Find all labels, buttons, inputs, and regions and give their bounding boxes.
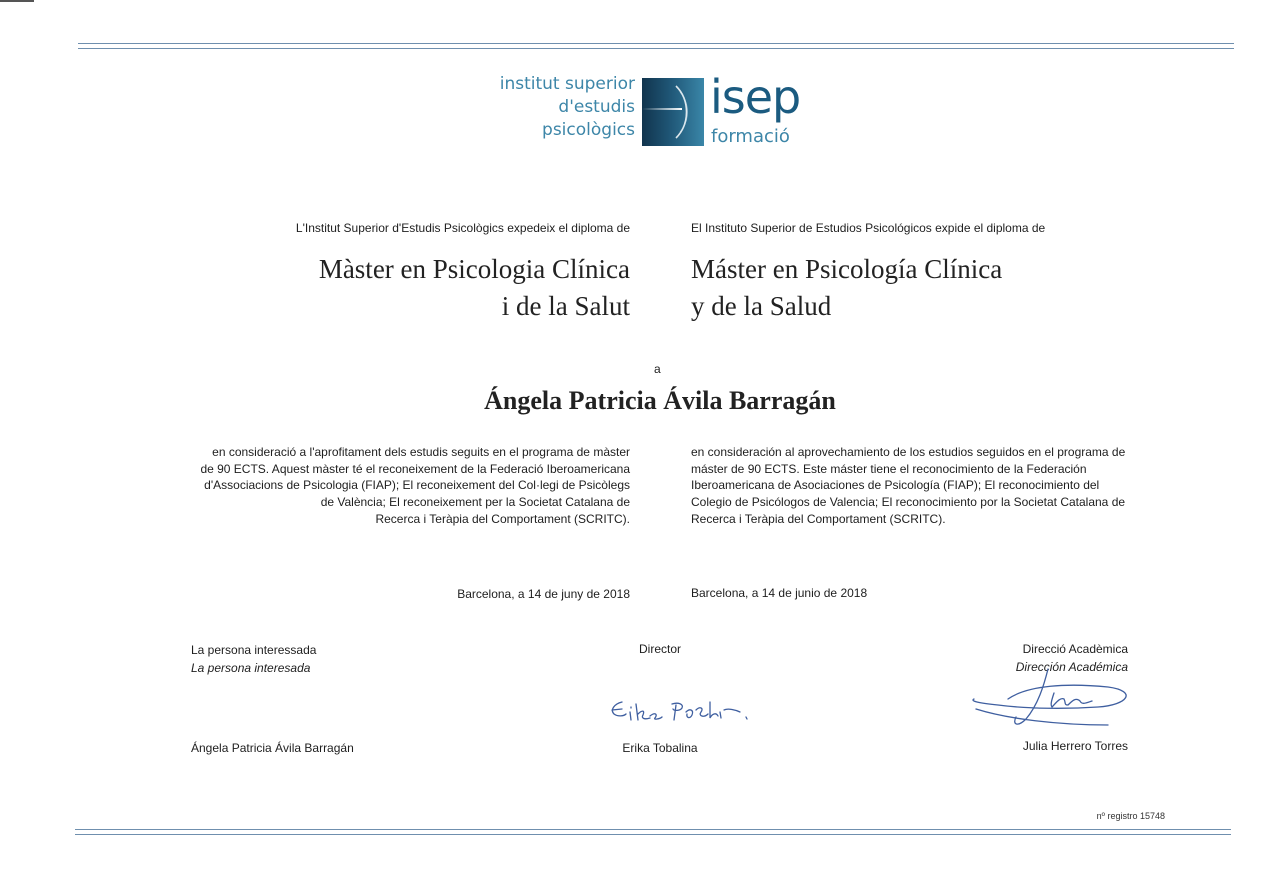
director-name: Erika Tobalina [622,741,698,755]
logo-line-1: institut superior [499,74,635,94]
degree-ca-line-1: Màster en Psicologia Clínica [318,254,630,284]
recognition-es [691,444,1171,528]
recognition-es-line: Iberoamericana de Asociaciones de Psicología (FIAP); El reconocimiento del [691,478,1100,493]
intro-es: El Instituto Superior de Estudios Psicológicos expide el diploma de [691,221,1046,235]
interested-title-ca: La persona interessada [191,643,317,657]
recognition-ca-line: d'Associacions de Psicologia (FIAP); El reconeixement del Col·legi de Psicòlegs [204,478,630,493]
to-word: a [654,362,661,376]
date-ca: Barcelona, a 14 de juny de 2018 [457,587,630,601]
recognition-es-line: Recerca i Teràpia del Comportament (SCRITC). [691,511,946,526]
academic-title-ca: Direcció Acadèmica [1022,642,1128,656]
logo-institute-text [480,73,635,142]
recognition-es-line: Colegio de Psicólogos de Valencia; El reconocimiento por la Societat Catalana de [691,495,1126,510]
top-border-rule [78,43,1234,49]
degree-es-line-2: y de la Salud [691,291,832,321]
recognition-ca-line: Recerca i Teràpia del Comportament (SCRITC). [375,511,630,526]
recognition-ca-line: en consideració a l'aprofitament dels estudis seguits en el programa de màster [212,445,630,459]
degree-title-es [691,251,1111,325]
bottom-border-rule [75,829,1231,835]
logo-brand-sub: formació [711,126,790,147]
logo-brand: isep [710,70,801,124]
director-title: Director [638,642,681,656]
recipient-name: Ángela Patricia Ávila Barragán [484,386,836,415]
degree-es-line-1: Máster en Psicología Clínica [691,254,1003,284]
recognition-es-line: en consideración al aprovechamiento de los estudios seguidos en el programa de [691,445,1126,459]
date-es: Barcelona, a 14 de junio de 2018 [691,586,868,600]
director-signature-icon [600,692,780,732]
recognition-ca-line: de 90 ECTS. Aquest màster té el reconeixement de la Federació Iberoamericana [200,461,630,476]
logo-line-2: d'estudis [558,97,635,117]
scan-corner-mark [0,0,34,2]
registry-number: nº registro 15748 [1096,811,1165,821]
academic-name: Julia Herrero Torres [1022,739,1128,753]
recognition-ca-line: de València; El reconeixement per la Societat Catalana de [320,495,630,510]
degree-ca-line-2: i de la Salut [501,291,630,321]
logo-line-3: psicològics [542,120,635,140]
academic-signature-icon [968,665,1138,733]
recognition-ca [150,444,630,528]
degree-title-ca [220,251,630,325]
interested-name: Ángela Patricia Ávila Barragán [191,741,354,755]
logo-emblem-icon [642,78,704,146]
intro-ca: L'Institut Superior d'Estudis Psicològics expedeix el diploma de [295,221,630,235]
academic-title-es: Dirección Académica [1015,660,1128,674]
recognition-es-line: máster de 90 ECTS. Este máster tiene el reconocimiento de la Federación [691,461,1087,476]
interested-title-es: La persona interesada [191,661,311,675]
